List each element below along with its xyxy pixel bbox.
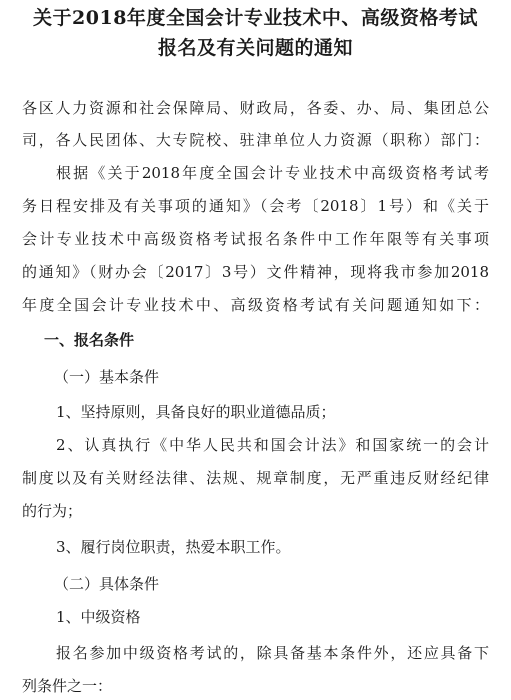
intro-line-2: 务日程安排及有关事项的通知》（会考〔2018〕1号）和《关于 [22, 197, 489, 215]
document-title-line-2: 报名及有关问题的通知 [157, 37, 353, 59]
addressee-line-1: 各区人力资源和社会保障局、财政局，各委、办、局、集团总公 [22, 99, 489, 117]
intro-line-4: 的通知》（财办会〔2017〕3号）文件精神，现将我市参加2018 [22, 263, 489, 281]
intro-line-5: 年度全国会计专业技术中、高级资格考试有关问题通知如下： [22, 296, 489, 314]
mid-level-paragraph-line-2: 列条件之一： [22, 677, 113, 695]
intro-line-1: 根据《关于2018年度全国会计专业技术中高级资格考试考 [56, 164, 489, 182]
subsection-heading-specific-conditions: （二）具体条件 [54, 575, 160, 593]
subsection-heading-basic-conditions: （一）基本条件 [54, 368, 160, 386]
mid-level-heading: 1、中级资格 [56, 608, 141, 626]
basic-condition-item-2-line-2: 制度以及有关财经法律、法规、规章制度，无严重违反财经纪律 [22, 469, 489, 487]
basic-condition-item-2-line-3: 的行为； [22, 502, 83, 520]
basic-condition-item-3: 3、履行岗位职责，热爱本职工作。 [56, 538, 291, 556]
basic-condition-item-2-line-1: 2、认真执行《中华人民共和国会计法》和国家统一的会计 [56, 436, 489, 454]
section-heading-registration-conditions: 一、报名条件 [44, 331, 135, 349]
basic-condition-item-1: 1、坚持原则，具备良好的职业道德品质； [56, 403, 336, 421]
mid-level-paragraph-line-1: 报名参加中级资格考试的，除具备基本条件外，还应具备下 [56, 644, 489, 662]
document-title-line-1: 关于2018年度全国会计专业技术中、高级资格考试 [33, 7, 478, 29]
intro-line-3: 会计专业技术中高级资格考试报名条件中工作年限等有关事项 [22, 230, 489, 248]
addressee-line-2: 司，各人民团体、大专院校、驻津单位人力资源（职称）部门： [22, 131, 489, 149]
